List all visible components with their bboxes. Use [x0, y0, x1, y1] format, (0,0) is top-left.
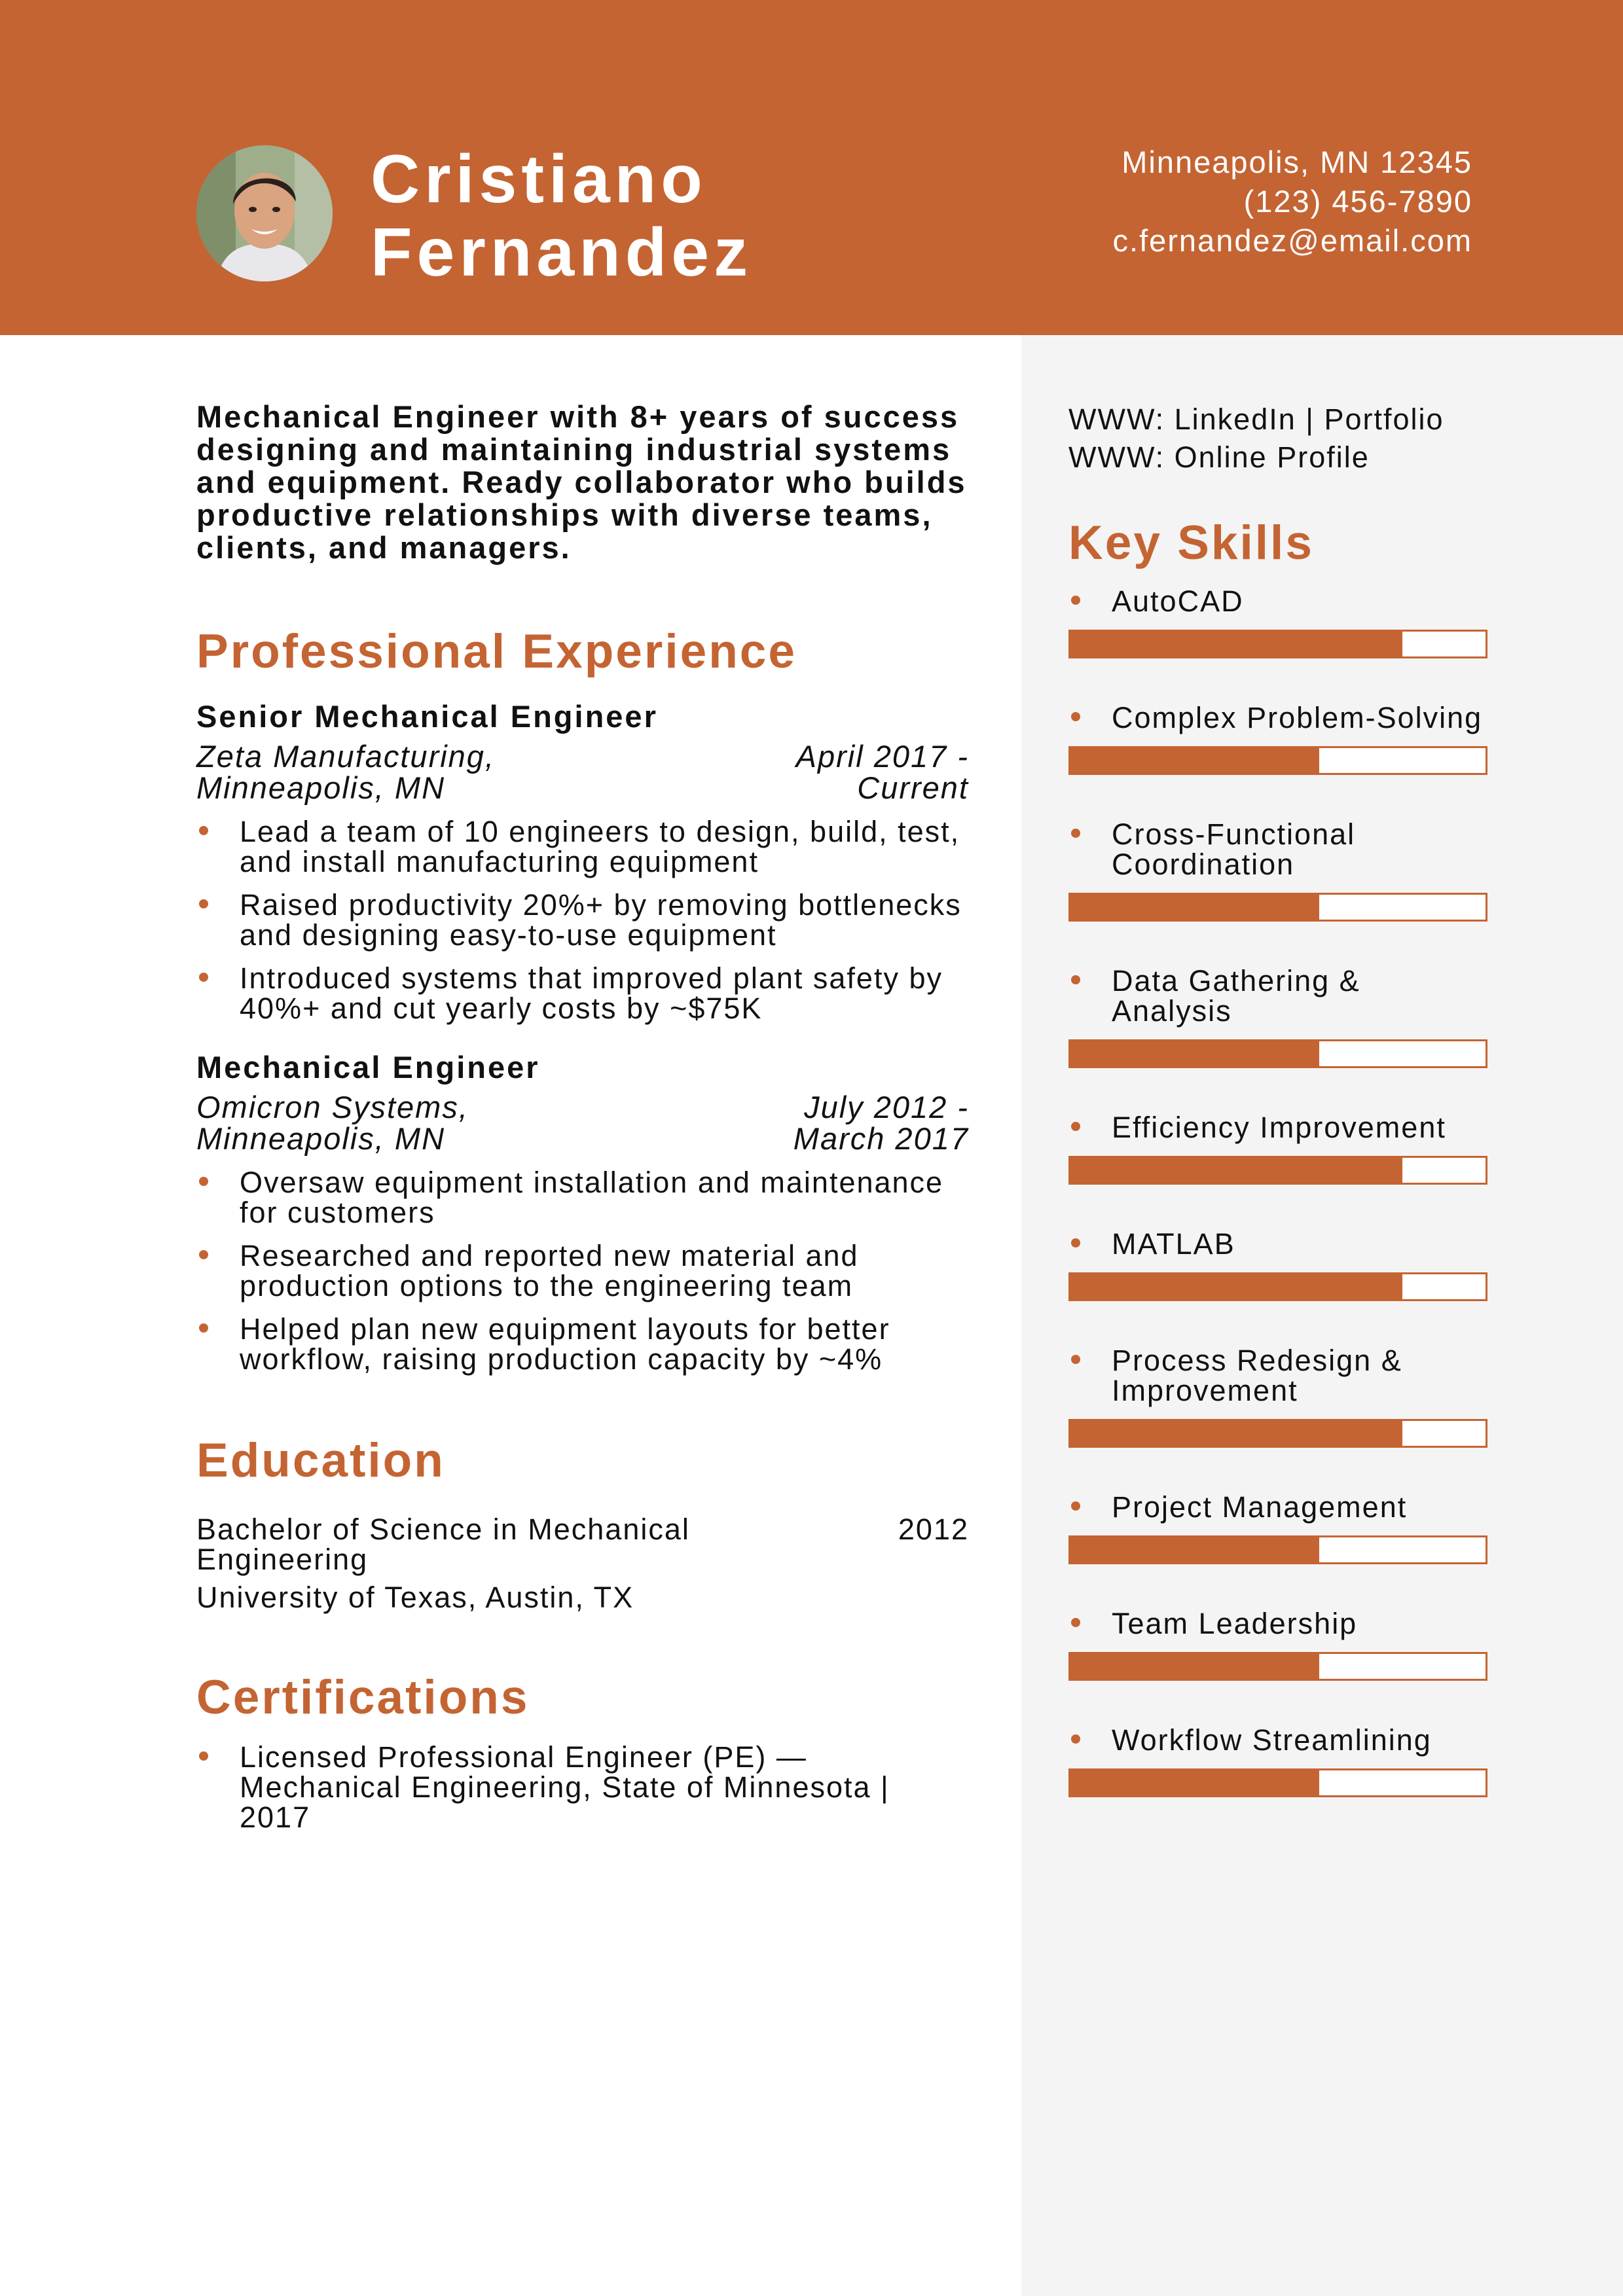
link-online-profile[interactable]: WWW: Online Profile [1068, 440, 1370, 474]
skill-label: Team Leadership [1068, 1609, 1487, 1639]
skill-label: Process Redesign & Improvement [1068, 1346, 1487, 1406]
sidebar-content [1068, 401, 1487, 1842]
skill-item [1068, 703, 1487, 775]
skill-label: Workflow Streamlining [1068, 1725, 1487, 1755]
experience-heading: Professional Experience [196, 625, 797, 678]
skill-item [1068, 1229, 1487, 1301]
bullet-icon [199, 973, 208, 982]
skill-level-fill [1070, 1274, 1402, 1299]
skill-level-bar [1068, 1652, 1487, 1681]
education-degree: Bachelor of Science in Mechanical Engineering [196, 1513, 690, 1576]
bullet-icon [199, 1751, 208, 1761]
job-date-start: July 2012 - [804, 1090, 969, 1124]
profile-photo [196, 145, 333, 281]
education-year: 2012 [898, 1513, 969, 1546]
list-item: Oversaw equipment installation and maintenance for customers [196, 1168, 969, 1228]
avatar-icon [196, 145, 333, 281]
skill-item [1068, 1346, 1487, 1448]
job-bullets [196, 817, 969, 1024]
skill-level-fill [1070, 1421, 1402, 1446]
job-title: Senior Mechanical Engineer [196, 699, 658, 734]
skill-level-bar [1068, 893, 1487, 922]
skill-label: AutoCAD [1068, 586, 1487, 617]
job-bullets [196, 1168, 969, 1374]
job-company: Zeta Manufacturing, [196, 739, 495, 774]
skill-label: Project Management [1068, 1492, 1487, 1522]
bullet-icon [199, 1323, 208, 1333]
bullet-icon [1071, 1618, 1080, 1627]
list-item: Raised productivity 20%+ by removing bottlenecks and designing easy-to-use equipment [196, 890, 969, 950]
link-portfolio[interactable]: WWW: LinkedIn | Portfolio [1068, 403, 1444, 436]
candidate-name [371, 143, 752, 289]
bullet-icon [1071, 712, 1080, 721]
contact-info [1113, 143, 1472, 260]
education-school: University of Texas, Austin, TX [196, 1581, 634, 1614]
skill-item [1068, 1609, 1487, 1681]
bullet-icon [1071, 975, 1080, 984]
bullet-icon [199, 1177, 208, 1186]
skill-level-bar [1068, 746, 1487, 775]
bullet-icon [1071, 596, 1080, 605]
contact-email[interactable]: c.fernandez@email.com [1112, 223, 1472, 258]
contact-location: Minneapolis, MN 12345 [1122, 145, 1472, 179]
skills-heading: Key Skills [1068, 516, 1314, 569]
skill-level-fill [1070, 1041, 1319, 1066]
skills-list [1068, 586, 1487, 1797]
job-location: Minneapolis, MN [196, 1121, 446, 1156]
education-row [196, 1515, 969, 1575]
skill-item [1068, 1113, 1487, 1185]
job-date-start: April 2017 - [795, 739, 969, 774]
job-meta [196, 1092, 969, 1155]
bullet-icon [1071, 829, 1080, 838]
skill-label: Cross-Functional Coordination [1068, 819, 1487, 880]
certifications-heading: Certifications [196, 1671, 530, 1724]
bullet-icon [199, 826, 208, 835]
bullet-icon [1071, 1734, 1080, 1744]
job-company: Omicron Systems, [196, 1090, 469, 1124]
certification-list [196, 1742, 969, 1833]
education-heading: Education [196, 1434, 445, 1487]
list-item: Helped plan new equipment layouts for better workflow, raising production capacity by ~4% [196, 1314, 969, 1374]
skill-item [1068, 966, 1487, 1068]
job-title: Mechanical Engineer [196, 1050, 540, 1085]
skill-level-bar [1068, 1156, 1487, 1185]
job-location: Minneapolis, MN [196, 770, 446, 805]
skill-label: Data Gathering & Analysis [1068, 966, 1487, 1026]
education-entry [196, 1515, 969, 1613]
skill-label: Complex Problem-Solving [1068, 703, 1487, 733]
bullet-icon [199, 899, 208, 908]
skill-level-fill [1070, 1158, 1402, 1183]
list-item: Introduced systems that improved plant safety by 40%+ and cut yearly costs by ~$75K [196, 963, 969, 1024]
skill-level-bar [1068, 630, 1487, 658]
skill-level-bar [1068, 1419, 1487, 1448]
skill-item [1068, 1725, 1487, 1797]
last-name: Fernandez [371, 215, 753, 291]
contact-phone[interactable]: (123) 456-7890 [1243, 184, 1472, 219]
skill-level-fill [1070, 1654, 1319, 1679]
skill-level-bar [1068, 1272, 1487, 1301]
skill-label: MATLAB [1068, 1229, 1487, 1259]
summary-text: Mechanical Engineer with 8+ years of success designing and maintaining industrial systems and equipment. Ready collaborator who builds productive relationships with diverse teams, clients, and managers. [196, 399, 967, 565]
skill-level-fill [1070, 1537, 1319, 1562]
bullet-icon [1071, 1122, 1080, 1131]
bullet-icon [199, 1250, 208, 1259]
bullet-icon [1071, 1238, 1080, 1247]
first-name: Cristiano [371, 141, 707, 217]
job-entry [196, 1050, 969, 1374]
job-date-end: Current [857, 770, 969, 805]
skill-label: Efficiency Improvement [1068, 1113, 1487, 1143]
bullet-icon [1071, 1355, 1080, 1364]
list-item: Researched and reported new material and production options to the engineering team [196, 1241, 969, 1301]
skill-level-fill [1070, 632, 1402, 656]
skill-item [1068, 819, 1487, 922]
skill-level-fill [1070, 748, 1319, 773]
skill-level-bar [1068, 1039, 1487, 1068]
skill-level-fill [1070, 1770, 1319, 1795]
main-column [196, 401, 969, 1833]
bullet-icon [1071, 1501, 1080, 1511]
job-meta [196, 741, 969, 804]
list-item: Lead a team of 10 engineers to design, build, test, and install manufacturing equipment [196, 817, 969, 877]
skill-level-bar [1068, 1768, 1487, 1797]
skill-level-bar [1068, 1535, 1487, 1564]
skill-item [1068, 586, 1487, 658]
job-date-end: March 2017 [793, 1121, 969, 1156]
list-item: Licensed Professional Engineer (PE) — Mechanical Engineering, State of Minnesota | 2017 [196, 1742, 969, 1833]
skill-item [1068, 1492, 1487, 1564]
job-entry [196, 699, 969, 1024]
skill-level-fill [1070, 895, 1319, 920]
